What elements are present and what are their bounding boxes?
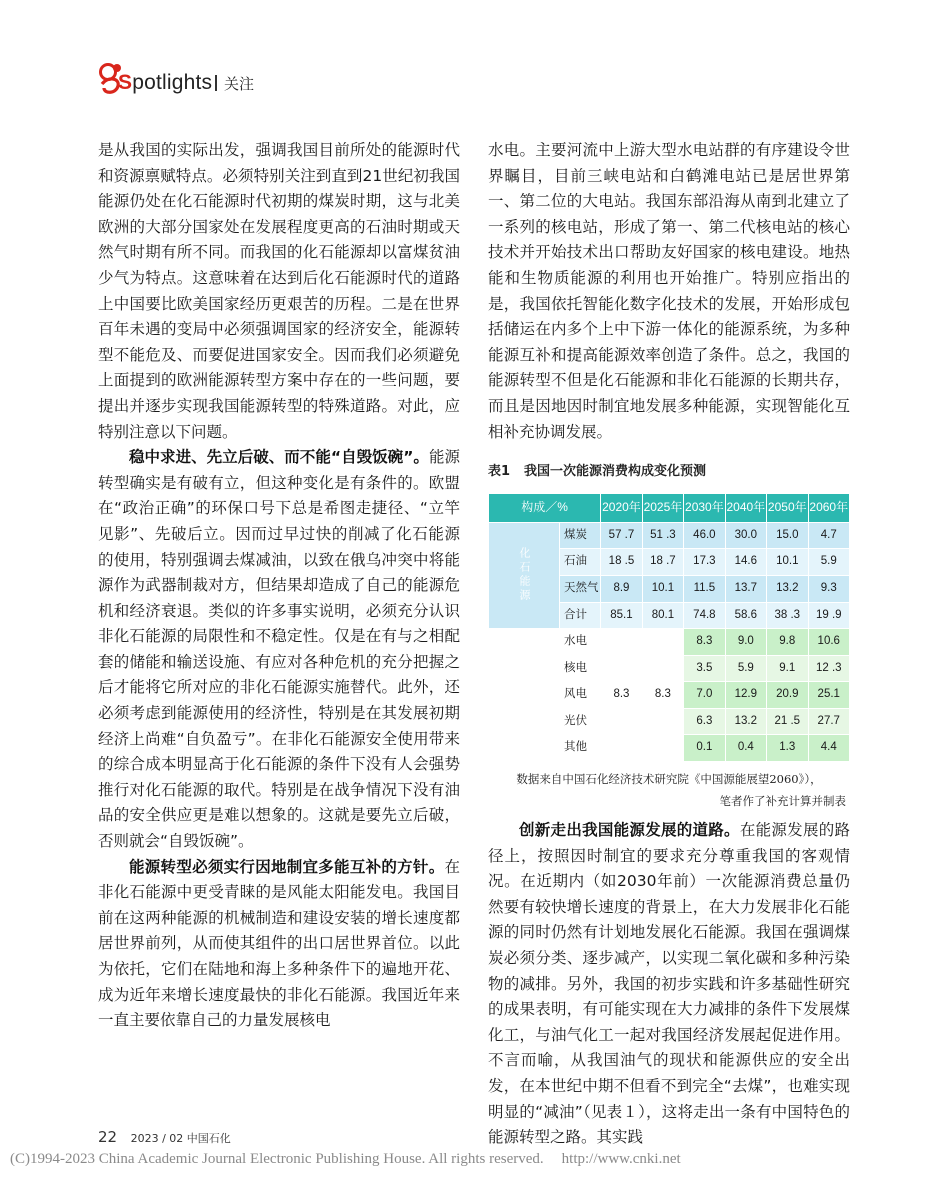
- table-source-note: 数据来自中国石化经济技术研究院《中国源能展望2060》）， 笔者作了补充计算并制表: [516, 772, 846, 809]
- table-cell: 27.7: [808, 708, 850, 735]
- fossil-category-cell: 化石能源: [489, 522, 560, 628]
- table-cell: 38 .3: [767, 602, 808, 629]
- table-cell: 5.9: [725, 655, 766, 682]
- merged-cell: 8.3: [601, 629, 642, 762]
- table-cell: 11.5: [684, 575, 725, 602]
- table-cell: 3.5: [684, 655, 725, 682]
- table-cell: 30.0: [725, 522, 766, 549]
- table-cell: 4.7: [808, 522, 850, 549]
- table-cell: 51 .3: [642, 522, 683, 549]
- table-cell: 12 .3: [808, 655, 850, 682]
- year-header: 2030年: [684, 493, 725, 522]
- table-cell: 5.9: [808, 549, 850, 576]
- table-cell: 8.9: [601, 575, 642, 602]
- paragraph-lead: 稳中求进、先立后破、而不能“自毁饭碗”。: [129, 448, 429, 467]
- paragraph: 水电。主要河流中上游大型水电站群的有序建设令世界瞩目，目前三峡电站和白鹤滩电站已是居世界第一、第二位的大电站。我国东部沿海从南到北建立了一系列的核电站，形成了第一、第二代核电站的核心技术并开始技术出口帮助友好国家的核电建设。地热能和生物质能源的利用也开始推广。特别应指出的是，我国依托智能化数字化技术的发展，开始形成包括储运在内多个上中下游一体化的能源系统，为多种能源互补和提高能源效率创造了条件。总之，我国的能源转型不但是化石能源和非化石能源的长期共存，而且是因地因时制宜地发展多种能源，实现智能化互相补充协调发展。: [488, 141, 850, 441]
- table-cell: 10.6: [808, 629, 850, 656]
- issue-label: 2023 / 02: [130, 1132, 184, 1145]
- right-column: [488, 138, 850, 1151]
- header-divider: [215, 75, 217, 91]
- page-number: 22: [98, 1128, 118, 1146]
- table-cell: 9.1: [767, 655, 808, 682]
- row-label: 天然气: [560, 575, 601, 602]
- table-cell: 20.9: [767, 682, 808, 709]
- cnki-link[interactable]: http://www.cnki.net: [561, 1151, 681, 1167]
- year-header: 2060年: [808, 493, 850, 522]
- row-label: 光伏: [560, 708, 601, 735]
- page-header: [98, 62, 598, 102]
- corner-header: 构成／%: [489, 493, 601, 522]
- table-cell: 85.1: [601, 602, 642, 629]
- table-cell: 15.0: [767, 522, 808, 549]
- table-cell: 6.3: [684, 708, 725, 735]
- table-cell: 13.2: [725, 708, 766, 735]
- year-header: 2020年: [601, 493, 642, 522]
- paragraph: 是从我国的实际出发，强调我国目前所处的能源时代和资源禀赋特点。必须特别关注到直到21世纪初我国能源仍处在化石能源时代初期的煤炭时期，这与北美欧洲的大部分国家处在发展程度更高的石油时期或天然气时期有所不同。而我国的化石能源却以富煤贫油少气为特点。这意味着在达到后化石能源时代的道路上中国要比欧美国家经历更艰苦的历程。二是在世界百年未遇的变局中必须强调国家的经济安全，能源转型不能危及、而要促进国家安全。因而我们必须避免上面提到的欧洲能源转型方案中存在的一些问题，要提出并逐步实现我国能源转型的特殊道路。对此，应特别注意以下问题。: [98, 141, 460, 441]
- table-cell: 4.4: [808, 735, 850, 762]
- table-cell: 10.1: [642, 575, 683, 602]
- year-header: 2040年: [725, 493, 766, 522]
- table-cell: 7.0: [684, 682, 725, 709]
- table-cell: 18 .7: [642, 549, 683, 576]
- table-cell: 17.3: [684, 549, 725, 576]
- table-cell: 18 .5: [601, 549, 642, 576]
- paragraph-lead: 创新走出我国能源发展的道路。: [519, 821, 740, 840]
- section-label: 关注: [224, 75, 255, 93]
- table-cell: 57 .7: [601, 522, 642, 549]
- table-cell: 74.8: [684, 602, 725, 629]
- table-cell: 80.1: [642, 602, 683, 629]
- table-row: [489, 522, 850, 549]
- nonfossil-category-cell: 非化石能源: [489, 629, 560, 762]
- paragraph-lead: 能源转型必须实行因地制宜多能互补的方针。: [129, 857, 445, 876]
- table-cell: 12.9: [725, 682, 766, 709]
- paragraph: 能源转型必须实行因地制宜多能互补的方针。在非化石能源中更受青睐的是风能太阳能发电。我国目前在这两种能源的机械制造和建设安装的增长速度都居世界前列，从而使其组件的出口居世界首位。以此为依托，它们在陆地和海上多种条件下的遍地开花、成为近年来增长速度最快的非化石能源。我国近年来一直主要依靠自己的力量发展核电: [98, 857, 460, 1030]
- year-header: 2025年: [642, 493, 683, 522]
- table-caption: 表1 我国一次能源消费构成变化预测: [488, 464, 707, 480]
- row-label: 风电: [560, 682, 601, 709]
- row-label: 煤炭: [560, 522, 601, 549]
- table-cell: 21 .5: [767, 708, 808, 735]
- table-cell: 0.1: [684, 735, 725, 762]
- page-footer: [98, 1128, 231, 1146]
- table-cell: 9.3: [808, 575, 850, 602]
- table-cell: 1.3: [767, 735, 808, 762]
- row-label: 核电: [560, 655, 601, 682]
- table-cell: 10.1: [767, 549, 808, 576]
- table-cell: 19 .9: [808, 602, 850, 629]
- row-label: 其他: [560, 735, 601, 762]
- table-cell: 14.6: [725, 549, 766, 576]
- paragraph: 创新走出我国能源发展的道路。在能源发展的路径上，按照因时制宜的要求充分尊重我国的客观情况。在近期内（如2030年前）一次能源消费总量仍然要有较快增长速度的背景上，在大力发展非化石能源的同时仍然有计划地发展化石能源。我国在强调煤炭必须分类、逐步减产，以实现二氧化碳和多种污染物的减排。另外，我国的初步实践和许多基础性研究的成果表明，有可能实现在大力减排的条件下发展煤化工，与油气化工一起对我国经济发展起促进作用。不言而喻，从我国油气的现状和能源供应的安全出发，在本世纪中期不但看不到完全“去煤”，也难实现明显的“减油”（见表１），这将走出一条有中国特色的能源转型之路。其实践: [488, 821, 850, 1147]
- table-cell: 13.7: [725, 575, 766, 602]
- year-header: 2050年: [767, 493, 808, 522]
- table-cell: 0.4: [725, 735, 766, 762]
- table-cell: 46.0: [684, 522, 725, 549]
- table-cell: 9.0: [725, 629, 766, 656]
- paragraph: 稳中求进、先立后破、而不能“自毁饭碗”。能源转型确实是有破有立，但这种变化是有条件的。欧盟在“政治正确”的环保口号下总是希图走捷径、“立竿见影”、先破后立。因而过早过快的削减了化石能源的使用，特别强调去煤减油，以致在俄乌冲突中将能源作为武器制裁对方，但结果却造成了自己的能源危机和经济衰退。类似的许多事实说明，必须充分认识非化石能源的局限性和不稳定性。仅是在有与之相配套的储能和输送设施、有应对各种危机的充分把握之后才能将它所对应的非化石能源实施替代。此外，还必须考虑到能源使用的经济性，特别是在其发展初期经济上尚难“自负盈亏”。在非化石能源安全使用带来的综合成本明显高于化石能源的条件下没有人会强势推行对化石能源的取代。特别是在战争情况下没有油品的安全供应更是难以想象的。这就是要先立后破，否则就会“自毁饭碗”。: [98, 448, 460, 851]
- copyright-notice: (C)1994-2023 China Academic Journal Electronic Publishing House. All rights reserved. http://www.cnki.net: [10, 1151, 681, 1167]
- logo-wordmark: Spotlights: [118, 71, 213, 94]
- left-column: [98, 138, 460, 1034]
- row-label: 石油: [560, 549, 601, 576]
- journal-name: 中国石化: [186, 1132, 231, 1145]
- table-cell: 9.8: [767, 629, 808, 656]
- row-label: 水电: [560, 629, 601, 656]
- table-row: [489, 629, 850, 656]
- table-cell: 8.3: [684, 629, 725, 656]
- energy-table: [488, 493, 850, 762]
- row-label: 合计: [560, 602, 601, 629]
- table-cell: 58.6: [725, 602, 766, 629]
- table-cell: 25.1: [808, 682, 850, 709]
- table-cell: 13.2: [767, 575, 808, 602]
- table-header-row: [489, 493, 850, 522]
- merged-cell: 8.3: [642, 629, 683, 762]
